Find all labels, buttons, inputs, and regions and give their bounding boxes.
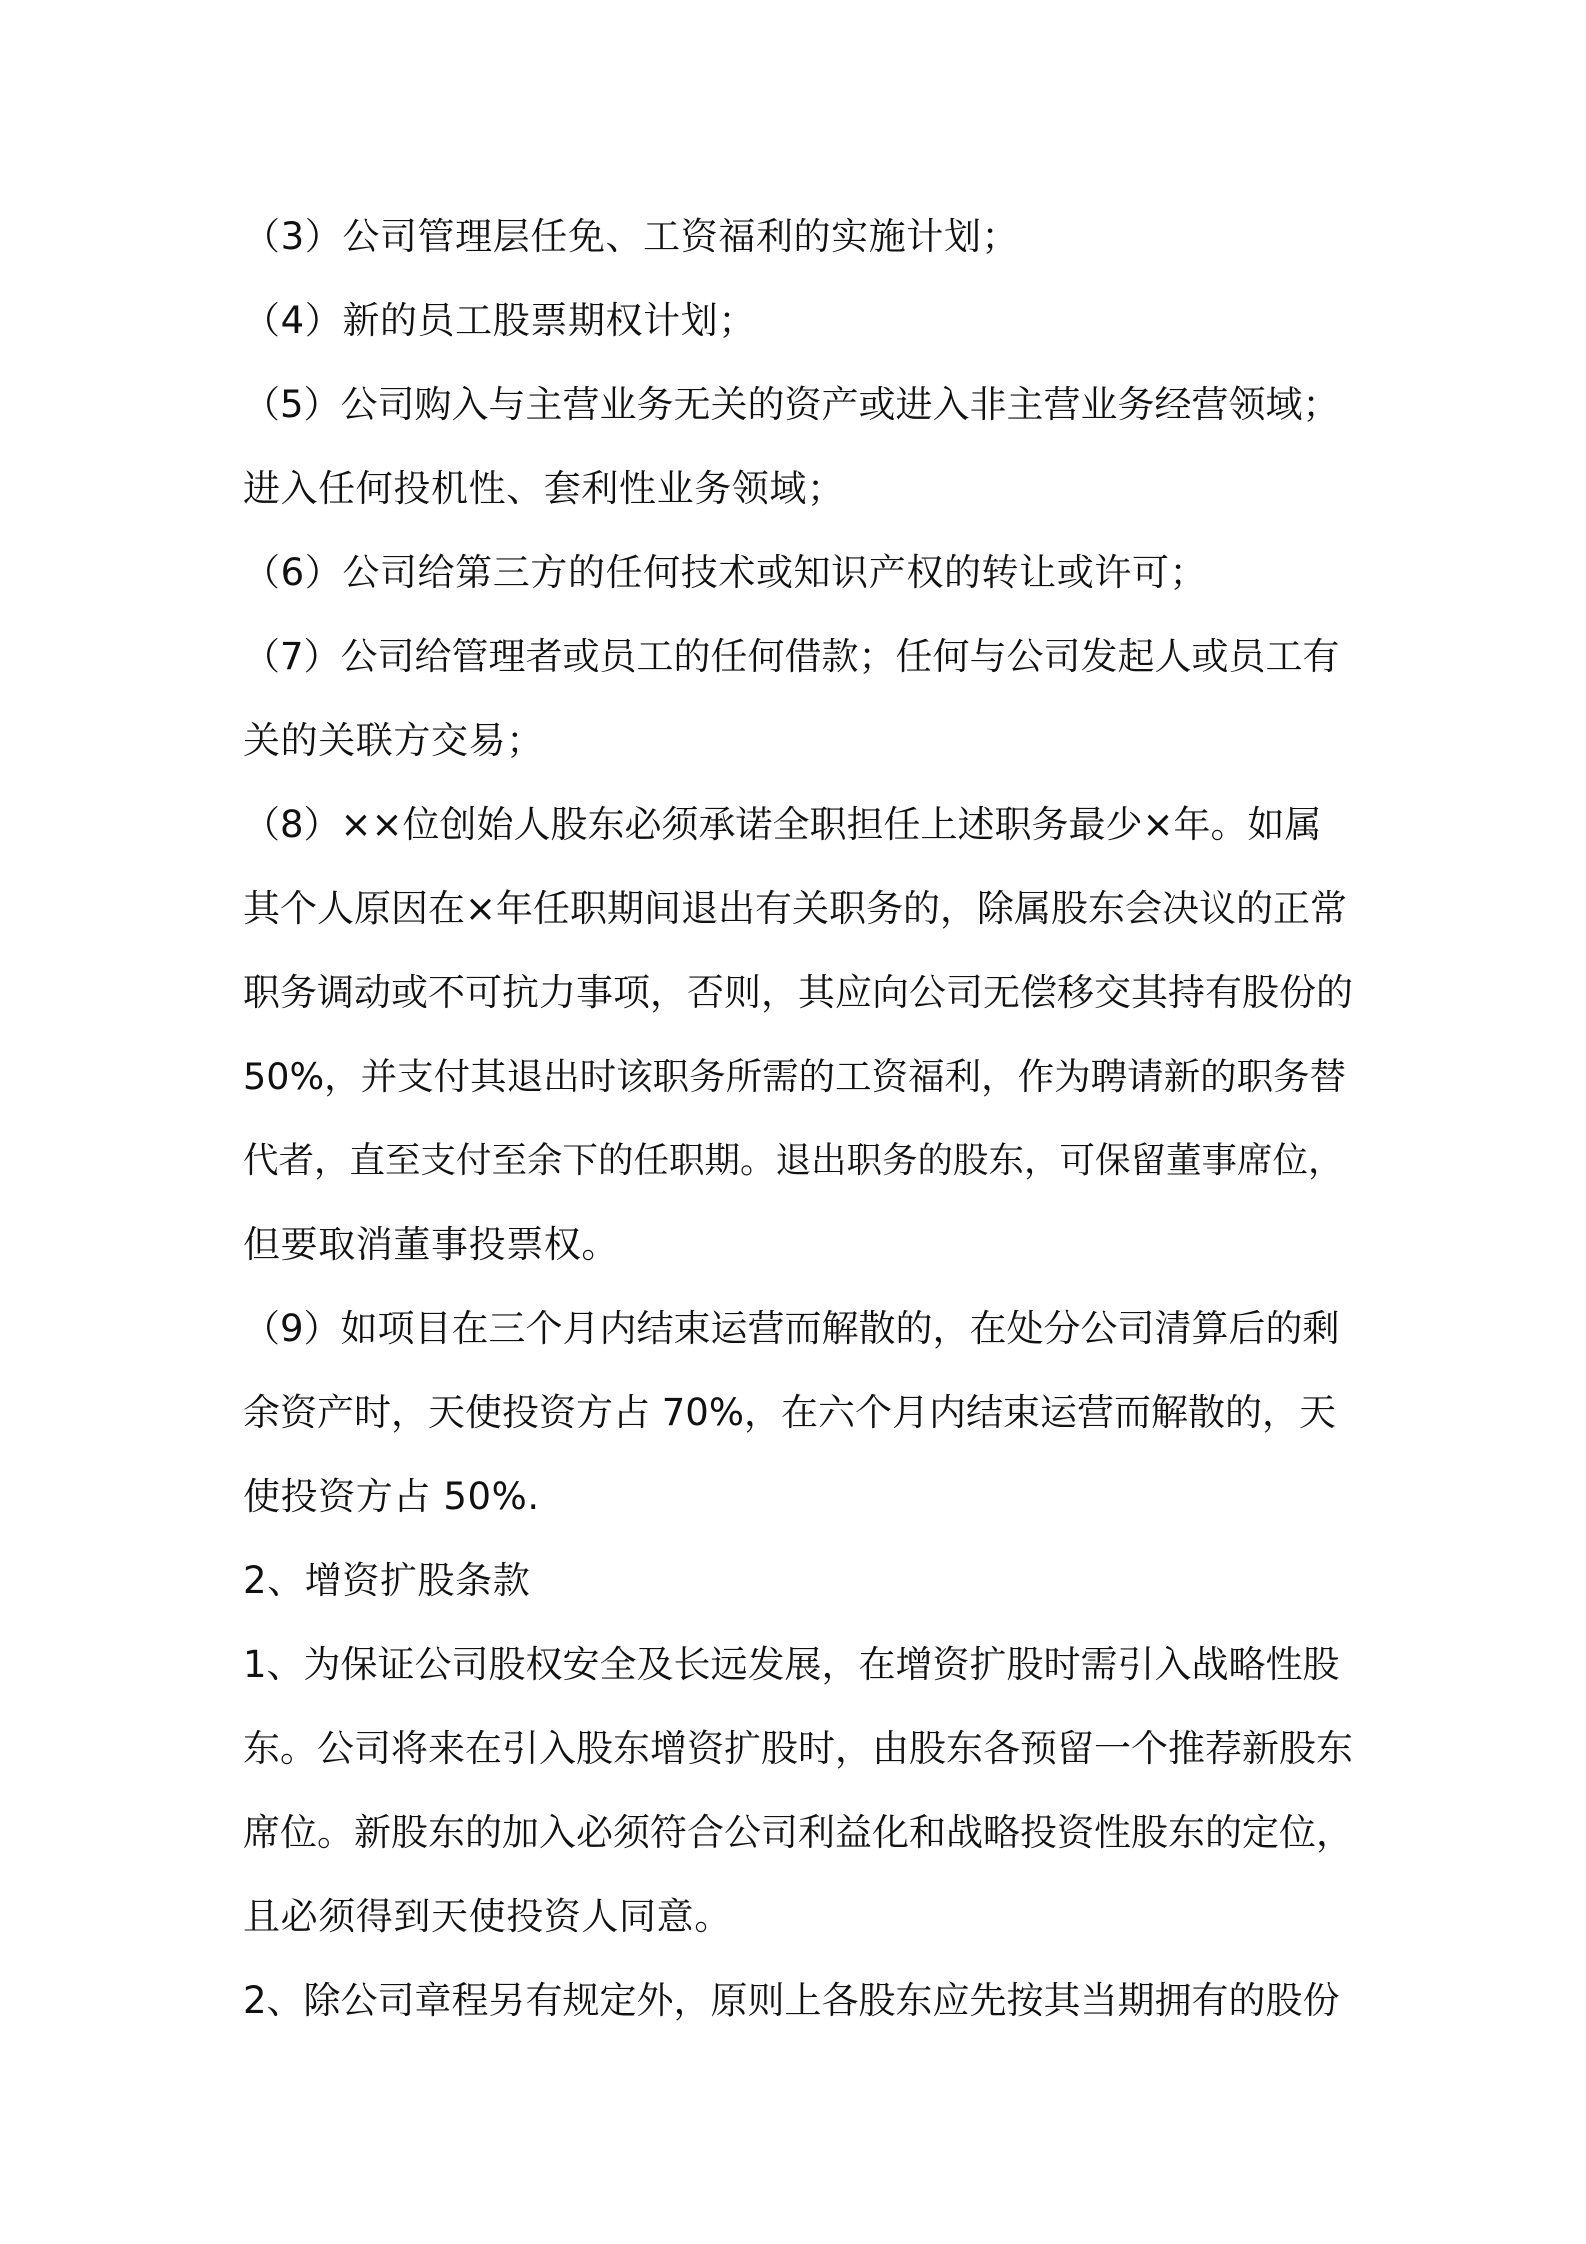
text-line-clause-9-cont-2: 使投资方占 50%.	[243, 1475, 540, 1518]
text-line-clause-8: （8）××位创始人股东必须承诺全职担任上述职务最少×年。如属	[243, 803, 1322, 846]
text-line-item-1-cont-1: 东。公司将来在引入股东增资扩股时，由股东各预留一个推荐新股东	[243, 1727, 1353, 1770]
text-line-clause-8-cont-1: 其个人原因在×年任职期间退出有关职务的，除属股东会决议的正常	[243, 887, 1348, 930]
text-line-clause-8-cont-3: 50%，并支付其退出时该职务所需的工资福利，作为聘请新的职务替	[243, 1055, 1347, 1098]
text-line-item-1-cont-2: 席位。新股东的加入必须符合公司利益化和战略投资性股东的定位，	[243, 1811, 1353, 1854]
text-line-item-1-cont-3: 且必须得到天使投资人同意。	[243, 1895, 732, 1938]
text-line-clause-5: （5）公司购入与主营业务无关的资产或进入非主营业务经营领域；	[243, 383, 1340, 426]
text-line-clause-7-cont: 关的关联方交易；	[243, 719, 544, 762]
text-line-clause-7: （7）公司给管理者或员工的任何借款；任何与公司发起人或员工有	[243, 635, 1340, 678]
text-line-clause-8-cont-4: 代者，直至支付至余下的任职期。退出职务的股东，可保留董事席位，	[243, 1140, 1344, 1181]
text-line-item-1: 1、为保证公司股权安全及长远发展，在增资扩股时需引入战略性股	[243, 1643, 1340, 1686]
text-line-clause-3: （3）公司管理层任免、工资福利的实施计划；	[243, 215, 1020, 258]
section-heading-capital-increase: 2、增资扩股条款	[243, 1559, 531, 1602]
text-line-item-2: 2、除公司章程另有规定外，原则上各股东应先按其当期拥有的股份	[243, 1979, 1340, 2022]
document-body	[243, 195, 1353, 2043]
text-line-clause-8-cont-2: 职务调动或不可抗力事项，否则，其应向公司无偿移交其持有股份的	[243, 971, 1353, 1014]
text-line-clause-6: （6）公司给第三方的任何技术或知识产权的转让或许可；	[243, 551, 1208, 594]
text-line-clause-4: （4）新的员工股票期权计划；	[243, 299, 756, 342]
text-line-clause-9-cont-1: 余资产时，天使投资方占 70%，在六个月内结束运营而解散的，天	[243, 1391, 1336, 1434]
text-line-clause-8-cont-5: 但要取消董事投票权。	[243, 1223, 619, 1266]
text-line-clause-5-cont: 进入任何投机性、套利性业务领域；	[243, 467, 845, 510]
text-line-clause-9: （9）如项目在三个月内结束运营而解散的，在处分公司清算后的剩	[243, 1307, 1340, 1350]
